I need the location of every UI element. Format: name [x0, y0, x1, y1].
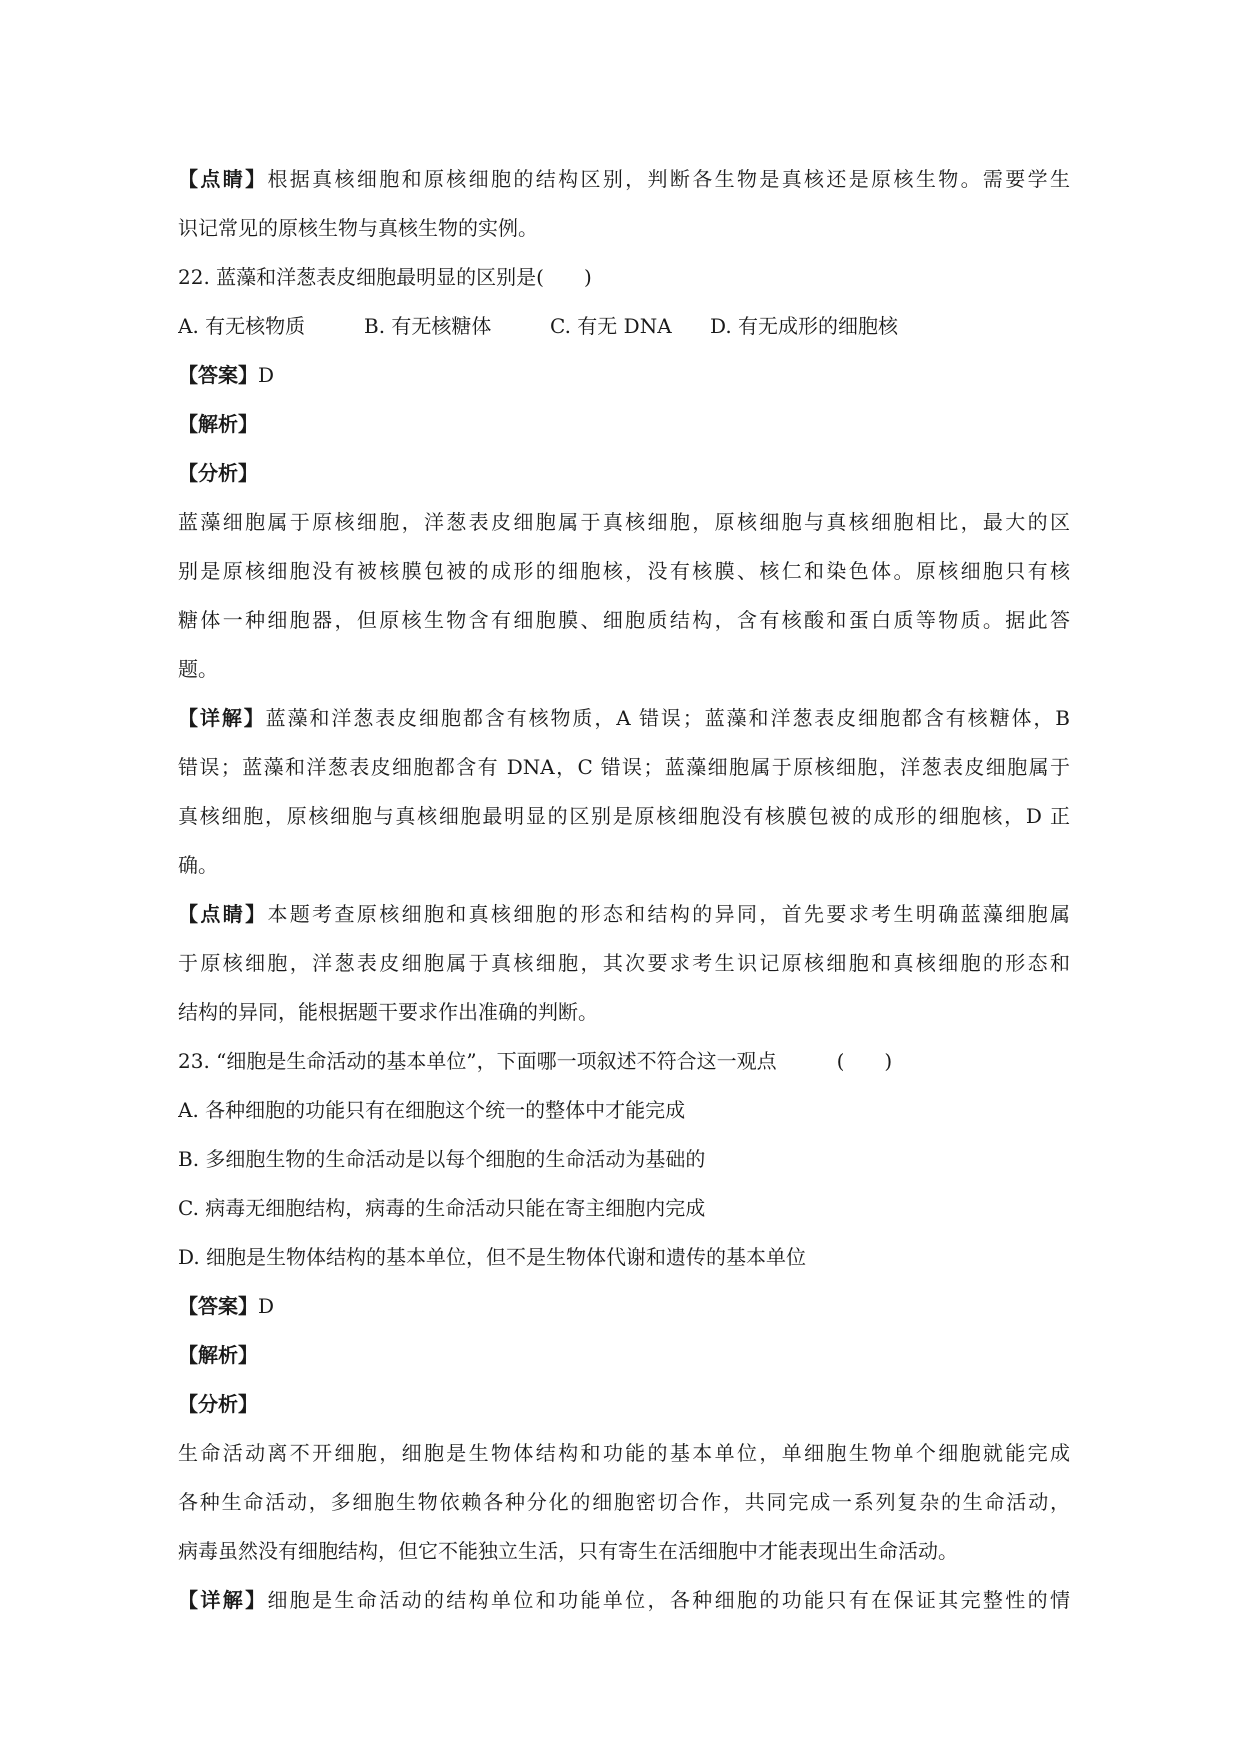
fenxi-tag: 【分析】	[178, 461, 258, 485]
page-content	[178, 155, 1070, 1625]
answer-value: D	[258, 1294, 275, 1318]
detail-text: 细胞是生命活动的结构单位和功能单位，各种细胞的功能只有在保证其完整性的情	[267, 1588, 1070, 1612]
q23-detail-line-1	[178, 1576, 1070, 1625]
q22-analysis-line-2: 别是原核细胞没有被核膜包被的成形的细胞核，没有核膜、核仁和染色体。原核细胞只有核	[178, 559, 1070, 583]
q23-option-b: B. 多细胞生物的生命活动是以每个细胞的生命活动为基础的	[178, 1147, 706, 1171]
comment-text: 本题考查原核细胞和真核细胞的形态和结构的异同，首先要求考生明确蓝藻细胞属	[267, 902, 1070, 926]
q22-stem: 22. 蓝藻和洋葱表皮细胞最明显的区别是( )	[178, 265, 592, 289]
q23-answer	[178, 1282, 1070, 1331]
q22-detail-line-1	[178, 694, 1070, 743]
q22-comment-line-2: 于原核细胞，洋葱表皮细胞属于真核细胞，其次要求考生识记原核细胞和真核细胞的形态和	[178, 951, 1070, 975]
comment-text: 根据真核细胞和原核细胞的结构区别，判断各生物是真核还是原核生物。需要学生	[267, 167, 1070, 191]
q23-jiexi-heading	[178, 1331, 1070, 1380]
answer-value: D	[258, 363, 275, 387]
answer-tag: 【答案】	[178, 363, 258, 387]
q22-comment-line-1	[178, 890, 1070, 939]
q23-option-d: D. 细胞是生物体结构的基本单位，但不是生物体代谢和遗传的基本单位	[178, 1245, 807, 1269]
detail-tag: 【详解】	[178, 706, 266, 730]
q22-analysis-line-4: 题。	[178, 657, 218, 681]
q22-answer	[178, 351, 1070, 400]
q22-comment-line-3: 结构的异同，能根据题干要求作出准确的判断。	[178, 1000, 598, 1024]
q22-option-a: A. 有无核物质	[178, 314, 306, 338]
q23-analysis-line-1: 生命活动离不开细胞，细胞是生物体结构和功能的基本单位，单细胞生物单个细胞就能完成	[178, 1441, 1070, 1465]
q22-analysis-line-3: 糖体一种细胞器，但原核生物含有细胞膜、细胞质结构，含有核酸和蛋白质等物质。据此答	[178, 608, 1070, 632]
q23-option-a: A. 各种细胞的功能只有在细胞这个统一的整体中才能完成	[178, 1098, 686, 1122]
q22-fenxi-heading	[178, 449, 1070, 498]
jiexi-tag: 【解析】	[178, 1343, 258, 1367]
q22-analysis-line-1: 蓝藻细胞属于原核细胞，洋葱表皮细胞属于真核细胞，原核细胞与真核细胞相比，最大的区	[178, 510, 1070, 534]
q22-jiexi-heading	[178, 400, 1070, 449]
fenxi-tag: 【分析】	[178, 1392, 258, 1416]
q22-detail-line-2: 错误；蓝藻和洋葱表皮细胞都含有 DNA，C 错误；蓝藻细胞属于原核细胞，洋葱表皮细胞属于	[178, 755, 1070, 779]
q22-detail-line-4: 确。	[178, 853, 218, 877]
comment-tag: 【点睛】	[178, 902, 268, 926]
q21-comment-line-1	[178, 155, 1070, 204]
detail-text: 蓝藻和洋葱表皮细胞都含有核物质，A 错误；蓝藻和洋葱表皮细胞都含有核糖体，B	[265, 706, 1070, 730]
q23-analysis-line-2: 各种生命活动，多细胞生物依赖各种分化的细胞密切合作，共同完成一系列复杂的生命活动，	[178, 1490, 1070, 1514]
q21-comment-line-2: 识记常见的原核生物与真核生物的实例。	[178, 216, 538, 240]
q22-option-d: D. 有无成形的细胞核	[710, 314, 899, 338]
q22-option-c: C. 有无 DNA	[550, 314, 672, 338]
q23-option-c: C. 病毒无细胞结构，病毒的生命活动只能在寄主细胞内完成	[178, 1196, 706, 1220]
comment-tag: 【点睛】	[178, 167, 268, 191]
q22-option-b: B. 有无核糖体	[364, 314, 492, 338]
detail-tag: 【详解】	[178, 1588, 268, 1612]
q23-analysis-line-3: 病毒虽然没有细胞结构，但它不能独立生活，只有寄生在活细胞中才能表现出生命活动。	[178, 1539, 958, 1563]
q23-fenxi-heading	[178, 1380, 1070, 1429]
q22-detail-line-3: 真核细胞，原核细胞与真核细胞最明显的区别是原核细胞没有核膜包被的成形的细胞核，D 正	[178, 804, 1070, 828]
q23-stem: 23. “细胞是生命活动的基本单位”，下面哪一项叙述不符合这一观点 ( )	[178, 1049, 893, 1073]
jiexi-tag: 【解析】	[178, 412, 258, 436]
q22-options	[178, 302, 1070, 351]
answer-tag: 【答案】	[178, 1294, 258, 1318]
